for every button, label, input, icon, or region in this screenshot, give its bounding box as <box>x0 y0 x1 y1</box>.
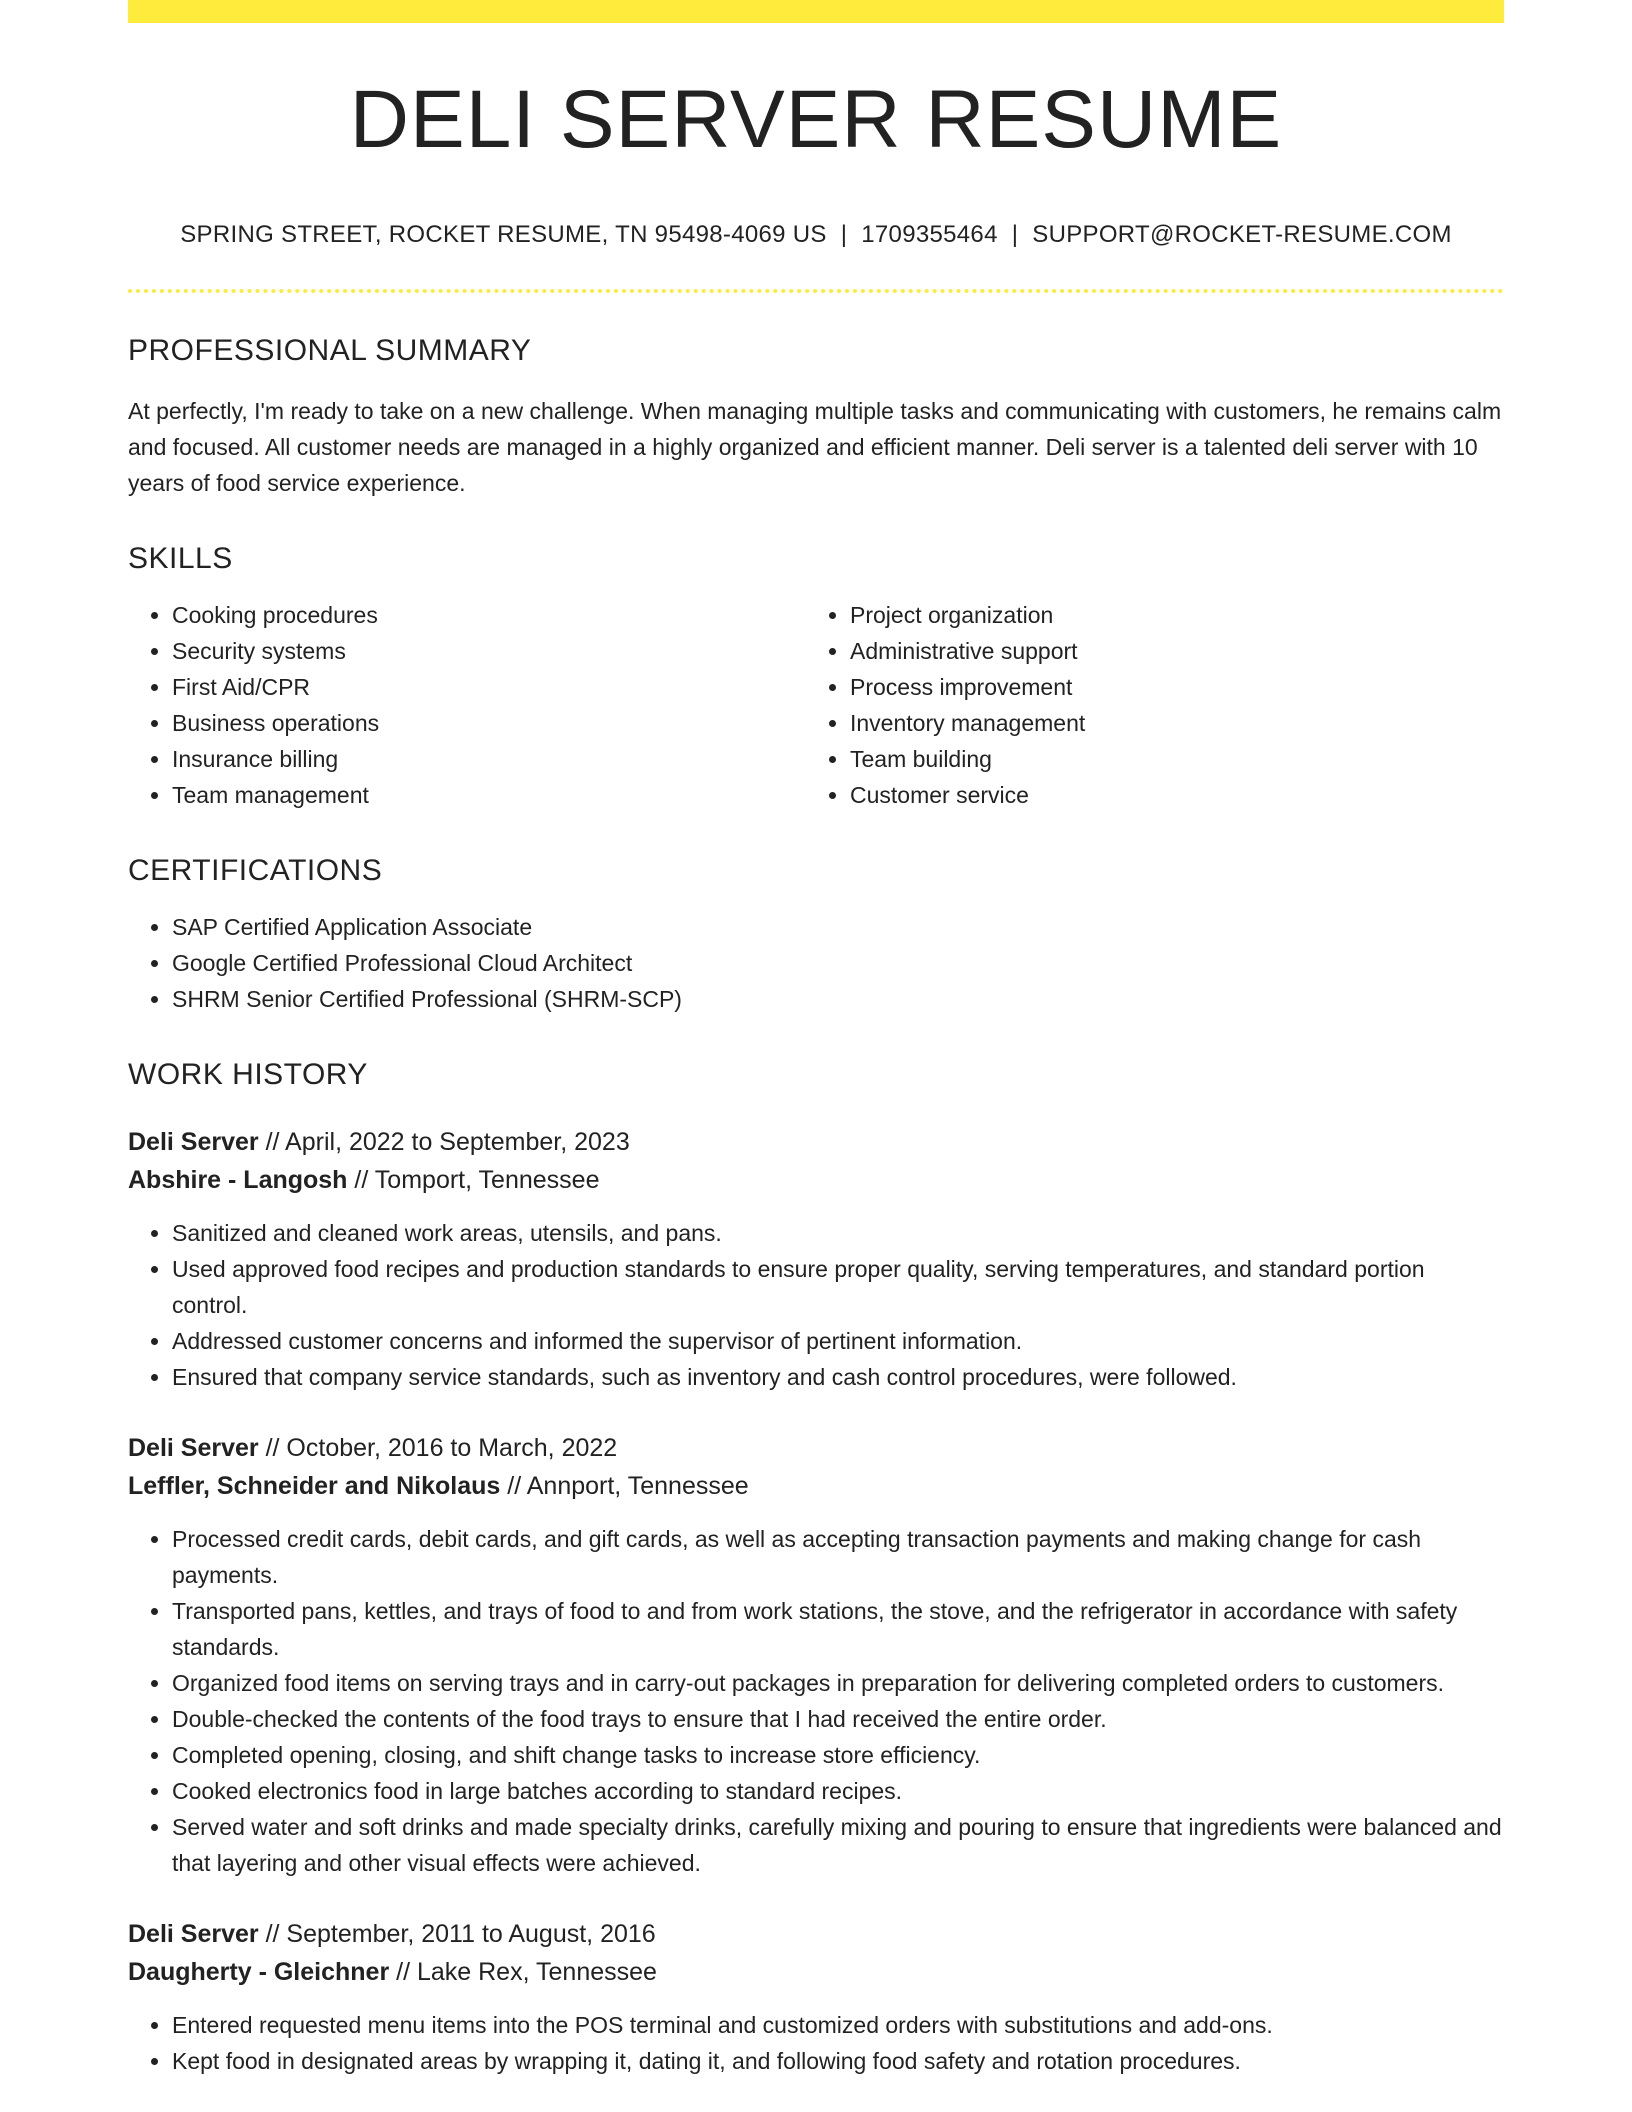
job-location: // Annport, Tennessee <box>507 1472 749 1500</box>
job-bullet: • Entered requested menu items into the POS terminal and customized orders with substitutions and add-ons. <box>172 2007 1504 2043</box>
skill-item: • Project organization <box>850 597 1504 633</box>
work-history-section <box>128 1057 1504 2079</box>
work-history-heading: WORK HISTORY <box>128 1058 368 1091</box>
contact-address: SPRING STREET, ROCKET RESUME, TN 95498-4069 US <box>180 221 827 248</box>
resume-page <box>128 0 1504 2079</box>
top-accent-bar <box>128 0 1504 23</box>
skills-column-right <box>806 597 1504 813</box>
summary-heading: PROFESSIONAL SUMMARY <box>128 334 532 367</box>
contact-separator: | <box>1011 221 1019 248</box>
certification-item: • SHRM Senior Certified Professional (SHRM-SCP) <box>172 981 1504 1017</box>
job-dates: // September, 2011 to August, 2016 <box>265 1920 656 1948</box>
dotted-divider <box>128 289 1504 293</box>
certification-item: • SAP Certified Application Associate <box>172 909 1504 945</box>
job-company: Daugherty - Gleichner <box>128 1958 390 1986</box>
job-location: // Lake Rex, Tennessee <box>396 1958 657 1986</box>
job-role-line <box>128 1123 1504 1161</box>
job-company: Leffler, Schneider and Nikolaus <box>128 1472 501 1500</box>
job-role: Deli Server <box>128 1128 259 1156</box>
job-role: Deli Server <box>128 1434 259 1462</box>
skills-columns <box>128 597 1504 813</box>
summary-section <box>128 333 1504 501</box>
skill-item: • Process improvement <box>850 669 1504 705</box>
job-role-line <box>128 1429 1504 1467</box>
contact-separator: | <box>840 221 848 248</box>
job-bullet: • Used approved food recipes and production standards to ensure proper quality, serving temperatures, and standard portion control. <box>172 1251 1504 1323</box>
job-company-line <box>128 1161 1504 1199</box>
skill-item: • Inventory management <box>850 705 1504 741</box>
job-bullet: • Addressed customer concerns and informed the supervisor of pertinent information. <box>172 1323 1504 1359</box>
skill-item: • Team building <box>850 741 1504 777</box>
skill-item: • Team management <box>172 777 806 813</box>
job-bullet: • Double-checked the contents of the food trays to ensure that I had received the entire order. <box>172 1701 1504 1737</box>
job-bullet: • Cooked electronics food in large batches according to standard recipes. <box>172 1773 1504 1809</box>
job-company-line <box>128 1467 1504 1505</box>
job-bullet: • Transported pans, kettles, and trays of food to and from work stations, the stove, and the refrigerator in accordance with safety standards. <box>172 1593 1504 1665</box>
job-location: // Tomport, Tennessee <box>354 1166 600 1194</box>
skill-item: • Cooking procedures <box>172 597 806 633</box>
certifications-section <box>128 853 1504 1017</box>
skills-column-left <box>128 597 806 813</box>
skill-item: • Customer service <box>850 777 1504 813</box>
certifications-heading: CERTIFICATIONS <box>128 854 383 887</box>
job-bullet: • Processed credit cards, debit cards, and gift cards, as well as accepting transaction payments and making change for cash payments. <box>172 1521 1504 1593</box>
job-company: Abshire - Langosh <box>128 1166 348 1194</box>
contact-phone: 1709355464 <box>861 221 998 248</box>
skills-heading: SKILLS <box>128 542 233 575</box>
job-bullet: • Ensured that company service standards, such as inventory and cash control procedures, were followed. <box>172 1359 1504 1395</box>
skill-item: • Administrative support <box>850 633 1504 669</box>
job-dates: // April, 2022 to September, 2023 <box>265 1128 630 1156</box>
job-bullet: • Served water and soft drinks and made specialty drinks, carefully mixing and pouring to ensure that ingredients were balanced and that layering and other visual effects were achieved. <box>172 1809 1504 1881</box>
job-bullet: • Kept food in designated areas by wrapping it, dating it, and following food safety and rotation procedures. <box>172 2043 1504 2079</box>
job-entry <box>128 1123 1504 1395</box>
resume-title: DELI SERVER RESUME <box>349 74 1283 165</box>
job-bullet: • Completed opening, closing, and shift change tasks to increase store efficiency. <box>172 1737 1504 1773</box>
job-entry <box>128 1429 1504 1881</box>
contact-email: SUPPORT@ROCKET-RESUME.COM <box>1032 221 1452 248</box>
summary-text: At perfectly, I'm ready to take on a new challenge. When managing multiple tasks and communicating with customers, he remains calm and focused. All customer needs are managed in a highly organized and efficient manner. Deli server is a talented deli server with 10 years of food service experience. <box>128 398 1502 496</box>
certification-item: • Google Certified Professional Cloud Architect <box>172 945 1504 981</box>
skill-item: • Security systems <box>172 633 806 669</box>
job-role-line <box>128 1915 1504 1953</box>
contact-line <box>128 221 1504 249</box>
skill-item: • First Aid/CPR <box>172 669 806 705</box>
skill-item: • Business operations <box>172 705 806 741</box>
job-dates: // October, 2016 to March, 2022 <box>265 1434 618 1462</box>
skill-item: • Insurance billing <box>172 741 806 777</box>
job-entry <box>128 1915 1504 2079</box>
job-company-line <box>128 1953 1504 1991</box>
job-role: Deli Server <box>128 1920 259 1948</box>
job-bullet: • Sanitized and cleaned work areas, utensils, and pans. <box>172 1215 1504 1251</box>
skills-section <box>128 541 1504 813</box>
job-bullet: • Organized food items on serving trays and in carry-out packages in preparation for delivering completed orders to customers. <box>172 1665 1504 1701</box>
